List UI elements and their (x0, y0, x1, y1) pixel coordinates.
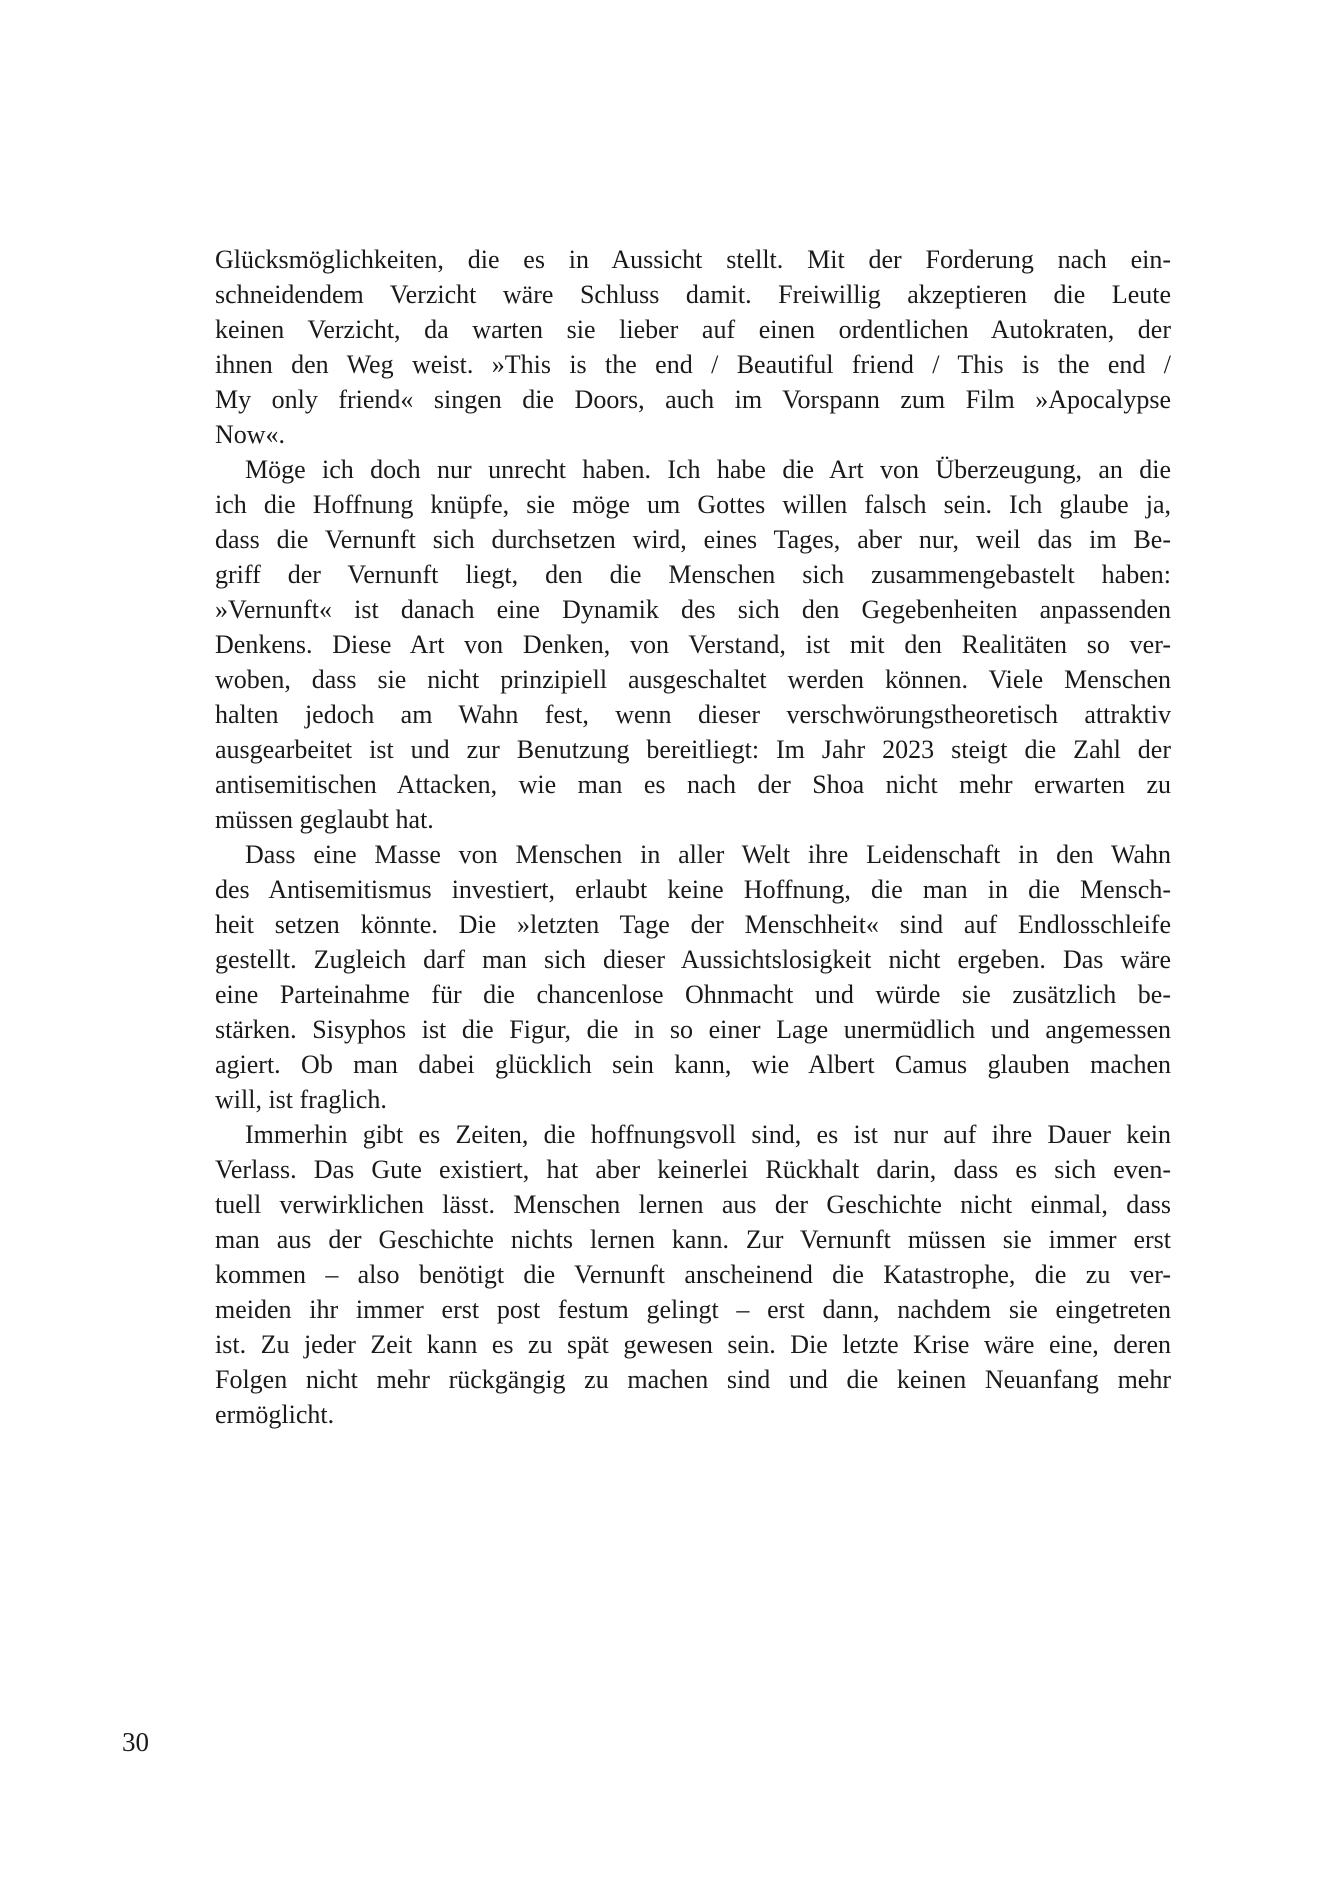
text-line: Verlass. Das Gute existiert, hat aber keinerlei Rückhalt darin, dass es sich even- (215, 1155, 1171, 1184)
text-line: Dass eine Masse von Menschen in aller Welt ihre Leidenschaft in den Wahn (245, 840, 1171, 869)
text-line: meiden ihr immer erst post festum gelingt – erst dann, nachdem sie eingetreten (215, 1295, 1171, 1324)
text-line: Möge ich doch nur unrecht haben. Ich habe die Art von Überzeugung, an die (245, 455, 1171, 484)
text-line: kommen – also benötigt die Vernunft anscheinend die Katastrophe, die zu ver- (215, 1260, 1171, 1289)
text-line: Denkens. Diese Art von Denken, von Verstand, ist mit den Realitäten so ver- (215, 630, 1171, 659)
text-line: schneidendem Verzicht wäre Schluss damit. Freiwillig akzeptieren die Leute (215, 280, 1171, 309)
text-line: dass die Vernunft sich durchsetzen wird, eines Tages, aber nur, weil das im Be- (215, 525, 1171, 554)
paragraph-4 (215, 1117, 1171, 1432)
text-line: Folgen nicht mehr rückgängig zu machen sind und die keinen Neuanfang mehr (215, 1365, 1171, 1394)
text-line: ist. Zu jeder Zeit kann es zu spät gewesen sein. Die letzte Krise wäre eine, deren (215, 1330, 1171, 1359)
text-line: keinen Verzicht, da warten sie lieber auf einen ordentlichen Autokraten, der (215, 315, 1171, 344)
text-line: man aus der Geschichte nichts lernen kann. Zur Vernunft müssen sie immer erst (215, 1225, 1171, 1254)
text-line: heit setzen könnte. Die »letzten Tage der Menschheit« sind auf Endlosschleife (215, 910, 1171, 939)
text-line: ihnen den Weg weist. »This is the end / Beautiful friend / This is the end / (215, 350, 1171, 379)
text-line: des Antisemitismus investiert, erlaubt keine Hoffnung, die man in die Mensch- (215, 875, 1171, 904)
text-line: griff der Vernunft liegt, den die Menschen sich zusammengebastelt haben: (215, 560, 1171, 589)
text-line: stärken. Sisyphos ist die Figur, die in so einer Lage unermüdlich und angemessen (215, 1015, 1171, 1044)
text-line: gestellt. Zugleich darf man sich dieser Aussichtslosigkeit nicht ergeben. Das wäre (215, 945, 1171, 974)
text-line: eine Parteinahme für die chancenlose Ohnmacht und würde sie zusätzlich be- (215, 980, 1171, 1009)
text-line: müssen geglaubt hat. (215, 805, 434, 834)
text-line: Glücksmöglichkeiten, die es in Aussicht stellt. Mit der Forderung nach ein- (215, 245, 1171, 274)
text-line: agiert. Ob man dabei glücklich sein kann, wie Albert Camus glauben machen (215, 1050, 1171, 1079)
text-line: Now«. (215, 420, 286, 449)
paragraph-1 (215, 242, 1171, 452)
text-line: ich die Hoffnung knüpfe, sie möge um Gottes willen falsch sein. Ich glaube ja, (215, 490, 1171, 519)
text-line: halten jedoch am Wahn fest, wenn dieser verschwörungstheoretisch attraktiv (215, 700, 1171, 729)
paragraph-3 (215, 837, 1171, 1117)
text-line: ermöglicht. (215, 1400, 335, 1429)
text-line: Immerhin gibt es Zeiten, die hoffnungsvoll sind, es ist nur auf ihre Dauer kein (245, 1120, 1171, 1149)
text-line: My only friend« singen die Doors, auch im Vorspann zum Film »Apocalypse (215, 385, 1171, 414)
page-number: 30 (122, 1727, 149, 1757)
paragraph-2 (215, 452, 1171, 837)
text-line: ausgearbeitet ist und zur Benutzung bereitliegt: Im Jahr 2023 steigt die Zahl der (215, 735, 1171, 764)
body-text (215, 242, 1171, 1432)
text-line: woben, dass sie nicht prinzipiell ausgeschaltet werden können. Viele Menschen (215, 665, 1171, 694)
text-line: tuell verwirklichen lässt. Menschen lernen aus der Geschichte nicht einmal, dass (215, 1190, 1171, 1219)
text-line: »Vernunft« ist danach eine Dynamik des sich den Gegebenheiten anpassenden (215, 595, 1171, 624)
text-line: will, ist fraglich. (215, 1085, 387, 1114)
text-line: antisemitischen Attacken, wie man es nach der Shoa nicht mehr erwarten zu (215, 770, 1171, 799)
